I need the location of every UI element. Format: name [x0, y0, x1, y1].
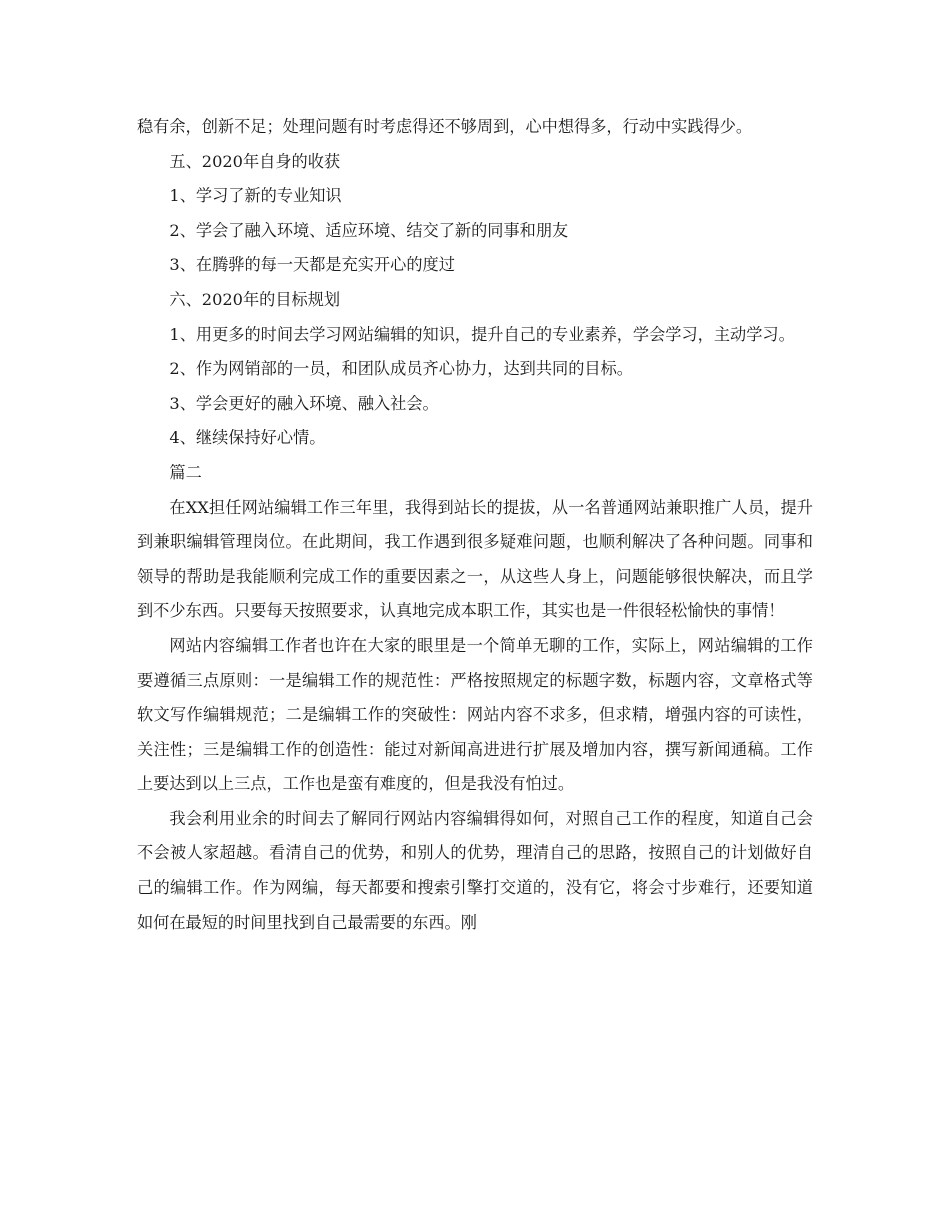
paragraph: 3、学会更好的融入环境、融入社会。	[169, 393, 439, 413]
paragraph: 1、用更多的时间去学习网站编辑的知识，提升自己的专业素养，学会学习，主动学习。	[169, 324, 795, 344]
paragraph: 篇二	[169, 462, 202, 482]
paragraph: 1、学习了新的专业知识	[169, 186, 342, 206]
paragraph: 稳有余，创新不足；处理问题有时考虑得还不够周到，心中想得多，行动中实践得少。	[137, 117, 753, 136]
paragraph: 网站内容编辑工作者也许在大家的眼里是一个简单无聊的工作，实际上，网站编辑的工作要遵循三点原则：一是编辑工作的规范性：严格按照规定的标题字数，标题内容，文章格式等软文写作编辑规范；二是编辑工作的突破性：网站内容不求多，但求精，增强内容的可读性，关注性；三是编辑工作的创造性：能过对新闻高进进行扩展及增加内容，撰写新闻通稿。工作上要达到以上三点，工作也是蛮有难度的，但是我没有怕过。	[137, 635, 813, 794]
paragraph: 六、2020年的目标规划	[169, 289, 341, 309]
paragraph: 在XX担任网站编辑工作三年里，我得到站长的提拔，从一名普通网站兼职推广人员，提升到兼职编辑管理岗位。在此期间，我工作遇到很多疑难问题，也顺利解决了各种问题。同事和领导的帮助是我能顺利完成工作的重要因素之一，从这些人身上，问题能够很快解决，而且学到不少东西。只要每天按照要求，认真地完成本职工作，其实也是一件很轻松愉快的事情！	[137, 497, 813, 621]
paragraph: 3、在腾骅的每一天都是充实开心的度过	[169, 255, 455, 275]
paragraph: 2、学会了融入环境、适应环境、结交了新的同事和朋友	[169, 220, 569, 240]
paragraph: 我会利用业余的时间去了解同行网站内容编辑得如何，对照自己工作的程度，知道自己会不会被人家超越。看清自己的优势，和别人的优势，理清自己的思路，按照自己的计划做好自己的编辑工作。作为网编，每天都要和搜索引擎打交道的，没有它，将会寸步难行，还要知道如何在最短的时间里找到自己最需要的东西。刚	[137, 808, 813, 932]
paragraph: 五、2020年自身的收获	[169, 151, 341, 171]
document-body	[137, 110, 813, 940]
paragraph: 4、继续保持好心情。	[169, 428, 326, 448]
paragraph: 2、作为网销部的一员，和团队成员齐心协力，达到共同的目标。	[169, 359, 633, 379]
